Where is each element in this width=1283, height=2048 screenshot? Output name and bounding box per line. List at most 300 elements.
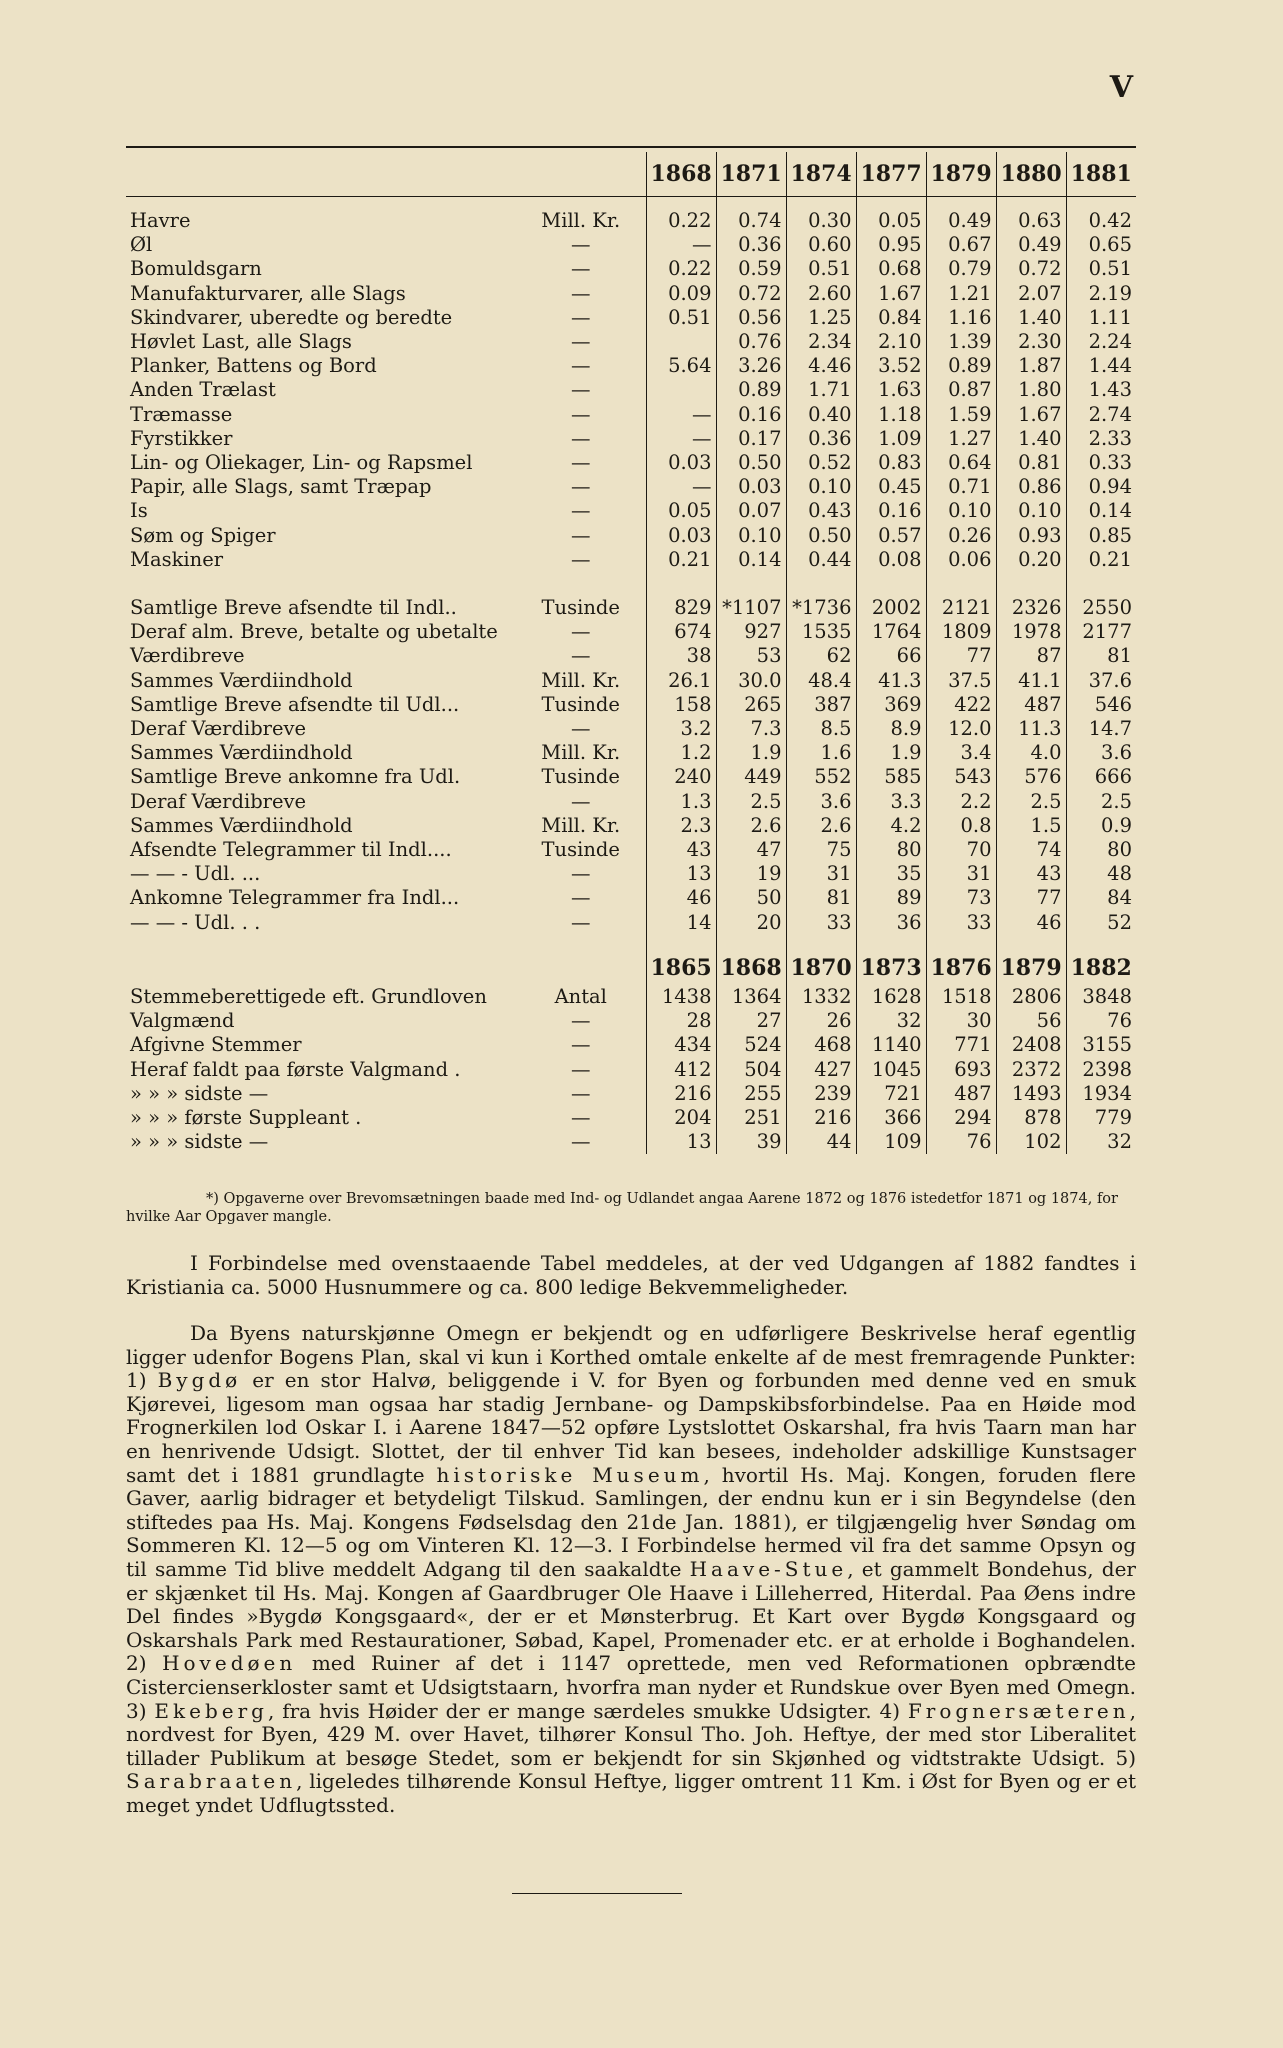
row-label: Maskiner [130, 547, 224, 571]
cell-value: 1.80 [996, 378, 1066, 402]
cell-value: 693 [926, 1058, 996, 1082]
cell-value: 0.44 [786, 548, 856, 572]
cell-value: 0.08 [856, 548, 926, 572]
cell-value: 0.52 [786, 451, 856, 475]
end-rule [512, 1893, 682, 1894]
row-label: Stemmeberettigede eft. Grundloven [130, 984, 487, 1008]
cell-value: 0.68 [856, 257, 926, 281]
cell-value: 11.3 [996, 717, 1066, 741]
row-unit: Antal [554, 984, 607, 1008]
year-header: 1879 [926, 152, 996, 197]
cell-value: 543 [926, 765, 996, 789]
cell-value: 1045 [856, 1058, 926, 1082]
table-row [126, 862, 1136, 886]
cell-value: 1.3 [646, 790, 716, 814]
row-unit: — [571, 281, 591, 305]
cell-value: 265 [716, 693, 786, 717]
cell-value: 239 [786, 1082, 856, 1106]
cell-value: 2326 [996, 596, 1066, 620]
cell-value: 0.43 [786, 499, 856, 523]
cell-value: 89 [856, 886, 926, 910]
cell-value: 0.63 [996, 197, 1066, 234]
cell-value: 3.52 [856, 354, 926, 378]
cell-value: 0.10 [716, 524, 786, 548]
cell-value: 0.10 [926, 499, 996, 523]
cell-value: 216 [786, 1106, 856, 1130]
table-row [126, 620, 1136, 644]
cell-value: 52 [1066, 911, 1136, 935]
cell-value: 2372 [996, 1058, 1066, 1082]
table-row [126, 378, 1136, 402]
statistics-table [126, 152, 1136, 1154]
top-rule [126, 146, 1136, 148]
row-unit: — [571, 1081, 591, 1105]
cell-value: 80 [856, 838, 926, 862]
cell-value: 76 [926, 1130, 996, 1154]
table-row [126, 499, 1136, 523]
cell-value: 3.4 [926, 741, 996, 765]
cell-value: 0.56 [716, 306, 786, 330]
cell-value: 41.3 [856, 669, 926, 693]
row-label: Valgmænd [130, 1009, 235, 1033]
cell-value: 2.34 [786, 330, 856, 354]
table-row [126, 693, 1136, 717]
table-row [126, 403, 1136, 427]
cell-value: 0.03 [646, 524, 716, 548]
cell-value: 2.33 [1066, 427, 1136, 451]
cell-value: 4.46 [786, 354, 856, 378]
cell-value: 524 [716, 1033, 786, 1057]
cell-value: 31 [926, 862, 996, 886]
cell-value: 1.43 [1066, 378, 1136, 402]
cell-value: 1.11 [1066, 306, 1136, 330]
cell-value: 2177 [1066, 620, 1136, 644]
cell-value: 0.10 [786, 475, 856, 499]
cell-value: 1.87 [996, 354, 1066, 378]
cell-value: 19 [716, 862, 786, 886]
row-unit: — [571, 330, 591, 354]
cell-value: 0.05 [646, 499, 716, 523]
cell-value: 0.72 [996, 257, 1066, 281]
row-unit: — [571, 1105, 591, 1129]
cell-value: 0.10 [996, 499, 1066, 523]
cell-value: 829 [646, 596, 716, 620]
row-unit: Mill. Kr. [541, 209, 621, 232]
paragraph-surroundings [126, 1322, 1136, 1817]
cell-value: 216 [646, 1082, 716, 1106]
year-header: 1871 [716, 152, 786, 197]
row-label: Papir, alle Slags, samt Træpap [130, 475, 432, 499]
cell-value: 12.0 [926, 717, 996, 741]
cell-value: 546 [1066, 693, 1136, 717]
row-label: Sammes Værdiindhold [130, 813, 353, 837]
cell-value: 43 [646, 838, 716, 862]
cell-value: 487 [926, 1082, 996, 1106]
cell-value: 0.03 [716, 475, 786, 499]
row-unit: — [571, 305, 591, 329]
cell-value: 1.21 [926, 282, 996, 306]
cell-value: 1.16 [926, 306, 996, 330]
row-unit: Tusinde [541, 692, 620, 716]
place-bygdo: Bygdø [157, 1368, 242, 1393]
cell-value: 3155 [1066, 1033, 1136, 1057]
year-subheader: 1882 [1066, 935, 1136, 985]
row-unit: — [571, 523, 591, 547]
cell-value: 80 [1066, 838, 1136, 862]
row-unit: — [571, 1033, 591, 1057]
cell-value: 0.59 [716, 257, 786, 281]
cell-value: 75 [786, 838, 856, 862]
cell-value: 1.2 [646, 741, 716, 765]
cell-value: 5.64 [646, 354, 716, 378]
cell-value: 0.67 [926, 233, 996, 257]
cell-value: 3.26 [716, 354, 786, 378]
row-label: Skindvarer, uberedte og beredte [130, 305, 453, 329]
year-header: 1881 [1066, 152, 1136, 197]
cell-value: — [646, 403, 716, 427]
row-unit: — [571, 862, 591, 886]
cell-value: 2.60 [786, 282, 856, 306]
cell-value: 0.36 [786, 427, 856, 451]
row-unit: — [571, 378, 591, 402]
row-label: Samtlige Breve afsendte til Indl.. [130, 596, 457, 620]
row-unit: — [571, 1009, 591, 1033]
row-unit: — [571, 426, 591, 450]
cell-value: 0.89 [716, 378, 786, 402]
cell-value: 0.30 [786, 197, 856, 234]
cell-value [646, 330, 716, 354]
cell-value: 3.2 [646, 717, 716, 741]
cell-value: 87 [996, 644, 1066, 668]
row-label: Fyrstikker [130, 426, 233, 450]
row-unit: — [571, 233, 591, 257]
cell-value: 14.7 [1066, 717, 1136, 741]
table-row [126, 911, 1136, 935]
row-label: » » » sidste — [130, 1081, 269, 1105]
header-blank [516, 152, 646, 197]
row-unit: — [571, 886, 591, 910]
cell-value: 1.71 [786, 378, 856, 402]
cell-value: 449 [716, 765, 786, 789]
cell-value: *1107 [716, 596, 786, 620]
year-header-row [126, 152, 1136, 197]
cell-value: 1.63 [856, 378, 926, 402]
cell-value: 576 [996, 765, 1066, 789]
row-label: Sammes Værdiindhold [130, 668, 353, 692]
cell-value: 8.5 [786, 717, 856, 741]
cell-value: 20 [716, 911, 786, 935]
row-unit: — [571, 475, 591, 499]
cell-value: 27 [716, 1009, 786, 1033]
cell-value: 0.50 [716, 451, 786, 475]
cell-value: 33 [926, 911, 996, 935]
table-row [126, 1058, 1136, 1082]
cell-value: 2.30 [996, 330, 1066, 354]
cell-value: 81 [786, 886, 856, 910]
row-unit: — [571, 354, 591, 378]
year-header: 1868 [646, 152, 716, 197]
cell-value: 33 [786, 911, 856, 935]
cell-value: 1.39 [926, 330, 996, 354]
cell-value: 1.59 [926, 403, 996, 427]
header-blank [126, 152, 516, 197]
cell-value: 43 [996, 862, 1066, 886]
cell-value: 0.8 [926, 814, 996, 838]
cell-value: 0.89 [926, 354, 996, 378]
cell-value: 1.6 [786, 741, 856, 765]
cell-value: 2408 [996, 1033, 1066, 1057]
table-row [126, 475, 1136, 499]
cell-value: 32 [1066, 1130, 1136, 1154]
place-frognersaeteren: Frognersæteren [907, 1698, 1130, 1723]
row-label: Værdibreve [130, 644, 245, 668]
cell-value: 1535 [786, 620, 856, 644]
row-unit: — [571, 717, 591, 741]
cell-value: 30.0 [716, 669, 786, 693]
row-label: Bomuldsgarn [130, 257, 262, 281]
row-unit: Tusinde [541, 765, 620, 789]
cell-value: 1518 [926, 985, 996, 1009]
place-hovedoen: Hovedøen [162, 1651, 297, 1676]
cell-value: 3.6 [786, 790, 856, 814]
cell-value: 3.3 [856, 790, 926, 814]
cell-value: 3848 [1066, 985, 1136, 1009]
cell-value: 37.5 [926, 669, 996, 693]
cell-value: 0.71 [926, 475, 996, 499]
year-subheader: 1876 [926, 935, 996, 985]
row-label: Deraf Værdibreve [130, 789, 307, 813]
table-row [126, 233, 1136, 257]
row-unit: Mill. Kr. [541, 741, 621, 765]
cell-value: 26 [786, 1009, 856, 1033]
table-row [126, 741, 1136, 765]
cell-value: 1.67 [856, 282, 926, 306]
row-label: » » » sidste — [130, 1130, 269, 1154]
cell-value: 0.72 [716, 282, 786, 306]
cell-value: 2.07 [996, 282, 1066, 306]
cell-value: 2806 [996, 985, 1066, 1009]
cell-value: 2.6 [786, 814, 856, 838]
table-row [126, 790, 1136, 814]
cell-value: 2.19 [1066, 282, 1136, 306]
cell-value: 4.2 [856, 814, 926, 838]
table-row [126, 427, 1136, 451]
cell-value: 48 [1066, 862, 1136, 886]
cell-value: 0.21 [1066, 548, 1136, 572]
table-row [126, 985, 1136, 1009]
place-museum: historiske Museum [436, 1462, 704, 1487]
cell-value: 28 [646, 1009, 716, 1033]
cell-value: 1140 [856, 1033, 926, 1057]
row-unit: — [571, 257, 591, 281]
cell-value: 81 [1066, 644, 1136, 668]
row-unit: Mill. Kr. [541, 668, 621, 692]
year-subheader: 1879 [996, 935, 1066, 985]
cell-value: 422 [926, 693, 996, 717]
cell-value: 387 [786, 693, 856, 717]
row-unit: — [571, 402, 591, 426]
cell-value: 47 [716, 838, 786, 862]
year-header: 1877 [856, 152, 926, 197]
page-number: V [1109, 70, 1133, 105]
table-row [126, 717, 1136, 741]
cell-value: 77 [926, 644, 996, 668]
cell-value: 0.49 [996, 233, 1066, 257]
cell-value: 2.5 [996, 790, 1066, 814]
cell-value: 0.51 [786, 257, 856, 281]
row-label: Træmasse [130, 402, 233, 426]
row-unit: — [571, 1130, 591, 1154]
cell-value: 0.05 [856, 197, 926, 234]
row-label: Havre [130, 209, 191, 232]
cell-value: 36 [856, 911, 926, 935]
cell-value: 0.87 [926, 378, 996, 402]
row-unit: — [571, 789, 591, 813]
cell-value: 0.06 [926, 548, 996, 572]
table-row [126, 282, 1136, 306]
cell-value: 0.86 [996, 475, 1066, 499]
cell-value: 46 [996, 911, 1066, 935]
cell-value: 0.21 [646, 548, 716, 572]
cell-value: 2.10 [856, 330, 926, 354]
cell-value: 2.5 [716, 790, 786, 814]
table-row [126, 765, 1136, 789]
cell-value: 0.22 [646, 257, 716, 281]
table-row [126, 197, 1136, 234]
cell-value: 53 [716, 644, 786, 668]
cell-value: 1628 [856, 985, 926, 1009]
row-label: Afsendte Telegrammer til Indl.... [130, 838, 452, 862]
row-label: Is [130, 499, 148, 523]
cell-value: 779 [1066, 1106, 1136, 1130]
cell-value: 1.18 [856, 403, 926, 427]
cell-value: 0.42 [1066, 197, 1136, 234]
table-row [126, 524, 1136, 548]
cell-value: 77 [996, 886, 1066, 910]
cell-value: 30 [926, 1009, 996, 1033]
row-unit: Tusinde [541, 596, 620, 620]
cell-value: 504 [716, 1058, 786, 1082]
paragraph-2: Da Byens naturskjønne Omegn er bekjendt og en udførligere Beskrivelse heraf egentlig ligger udenfor Bogens Plan, skal vi kun i Korthed omtale enkelte af de mest fremragende Punkter: 1) Bygdø er en stor Halvø, beliggende i V. for Byen og forbunden med denne ved en smuk Kjørevei, ligesom man ogsaa har stadig Jernbane- og Dampskibsforbindelse. Paa en Høide mod Frognerkilen lod Oskar I. i Aarene 1847—52 opføre Lystslottet Oskarshal, fra hvis Taarn man har en henrivende Udsigt. Slottet, der til enhver Tid kan besees, indeholder adskillige Kunstsager samt det i 1881 grundlagte historiske Museum, hvortil Hs. Maj. Kongen, foruden flere Gaver, aarlig bidrager et betydeligt Tilskud. Samlingen, der endnu kun er i sin Begyndelse (den stiftedes paa Hs. Maj. Kongens Fødselsdag den 21de Jan. 1881), er tilgjængelig hver Søndag om Sommeren Kl. 12—5 og om Vinteren Kl. 12—3. I Forbindelse hermed vil fra det samme Opsyn og til samme Tid blive meddelt Adgang til den saakaldte Haave-Stue, et gammelt Bondehus, der er skjænket til Hs. Maj. Kongen af Gaardbruger Ole Haave i Lilleherred, Hiterdal. Paa Øens indre Del findes »Bygdø Kongsgaard«, der er et Mønsterbrug. Et Kart over Bygdø Kongsgaard og Oskarshals Park med Restaurationer, Søbad, Kapel, Promenader etc. er at erholde i Boghandelen. 2) Hovedøen med Ruiner af det i 1147 oprettede, men ved Reformationen opbrændte Cistercienserkloster samt et Udsigtstaarn, hvorfra man nyder et Rundskue over Byen med Omegn. 3) Ekeberg, fra hvis Høider der er mange særdeles smukke Udsigter. 4) Frognersæteren, nordvest for Byen, 429 M. over Havet, tilhører Konsul Tho. Joh. Heftye, der med stor Liberalitet tillader Publikum at besøge Stedet, som er bekjendt for sin Skjønhed og vidtstrakte Udsigt. 5) Sarabraaten, ligeledes tilhørende Konsul Heftye, ligger omtrent 11 Km. i Øst for Byen og er et meget yndet Udflugtssted. [126, 1321, 1137, 1817]
cell-value: 158 [646, 693, 716, 717]
cell-value: 41.1 [996, 669, 1066, 693]
cell-value: 48.4 [786, 669, 856, 693]
row-label: Ankomne Telegrammer fra Indl... [130, 886, 460, 910]
cell-value: 427 [786, 1058, 856, 1082]
cell-value: 0.93 [996, 524, 1066, 548]
cell-value: 721 [856, 1082, 926, 1106]
row-unit: — [571, 644, 591, 668]
table-row [126, 669, 1136, 693]
cell-value: 2.5 [1066, 790, 1136, 814]
cell-value: 1.9 [716, 741, 786, 765]
cell-value: 666 [1066, 765, 1136, 789]
cell-value: 1934 [1066, 1082, 1136, 1106]
cell-value: 0.65 [1066, 233, 1136, 257]
year-subheader: 1870 [786, 935, 856, 985]
row-unit: Tusinde [541, 838, 620, 862]
cell-value: 552 [786, 765, 856, 789]
paragraph-houses [126, 1252, 1136, 1299]
cell-value: 1493 [996, 1082, 1066, 1106]
cell-value: 26.1 [646, 669, 716, 693]
row-unit: — [571, 547, 591, 571]
row-unit: — [571, 910, 591, 934]
row-label: Sammes Værdiindhold [130, 741, 353, 765]
cell-value: 0.57 [856, 524, 926, 548]
row-label: Samtlige Breve ankomne fra Udl. [130, 765, 461, 789]
table-row [126, 886, 1136, 910]
year-header: 1880 [996, 152, 1066, 197]
cell-value: 0.09 [646, 282, 716, 306]
year-subheader: 1873 [856, 935, 926, 985]
table-row [126, 814, 1136, 838]
place-sarabraaten: Sarabraaten [126, 1769, 297, 1794]
table-row [126, 1082, 1136, 1106]
cell-value: 37.6 [1066, 669, 1136, 693]
cell-value: 35 [856, 862, 926, 886]
row-label: Øl [130, 233, 153, 257]
cell-value: 0.33 [1066, 451, 1136, 475]
year-subheader: 1868 [716, 935, 786, 985]
cell-value: 39 [716, 1130, 786, 1154]
row-label: Planker, Battens og Bord [130, 354, 377, 378]
cell-value: 76 [1066, 1009, 1136, 1033]
row-label: Lin- og Oliekager, Lin- og Rapsmel [130, 451, 473, 475]
cell-value: 2.74 [1066, 403, 1136, 427]
row-label: Heraf faldt paa første Valgmand . [130, 1057, 461, 1081]
row-label: » » » første Suppleant . [130, 1105, 362, 1129]
table-row [126, 330, 1136, 354]
cell-value: 1978 [996, 620, 1066, 644]
cell-value: 0.17 [716, 427, 786, 451]
row-unit: Mill. Kr. [541, 813, 621, 837]
cell-value: 204 [646, 1106, 716, 1130]
cell-value: 0.14 [716, 548, 786, 572]
cell-value: 1.5 [996, 814, 1066, 838]
cell-value: 585 [856, 765, 926, 789]
cell-value: 73 [926, 886, 996, 910]
cell-value: 74 [996, 838, 1066, 862]
cell-value: 2.3 [646, 814, 716, 838]
cell-value: 8.9 [856, 717, 926, 741]
year-header: 1874 [786, 152, 856, 197]
cell-value: 0.50 [786, 524, 856, 548]
cell-value: 0.84 [856, 306, 926, 330]
cell-value: 46 [646, 886, 716, 910]
cell-value: 1.67 [996, 403, 1066, 427]
row-label: Anden Trælast [130, 378, 276, 402]
place-haave-stue: Haave-Stue [689, 1556, 848, 1581]
row-label: Deraf Værdibreve [130, 717, 307, 741]
cell-value: 56 [996, 1009, 1066, 1033]
cell-value: 1364 [716, 985, 786, 1009]
cell-value: 31 [786, 862, 856, 886]
cell-value: 487 [996, 693, 1066, 717]
row-label: Afgivne Stemmer [130, 1033, 302, 1057]
cell-value: 13 [646, 862, 716, 886]
cell-value: 1438 [646, 985, 716, 1009]
cell-value: 50 [716, 886, 786, 910]
cell-value: 1.09 [856, 427, 926, 451]
table-row [126, 451, 1136, 475]
place-ekeberg: Ekeberg [154, 1698, 268, 1723]
cell-value: 0.49 [926, 197, 996, 234]
cell-value: 927 [716, 620, 786, 644]
cell-value: 771 [926, 1033, 996, 1057]
cell-value: 0.07 [716, 499, 786, 523]
cell-value: 0.83 [856, 451, 926, 475]
